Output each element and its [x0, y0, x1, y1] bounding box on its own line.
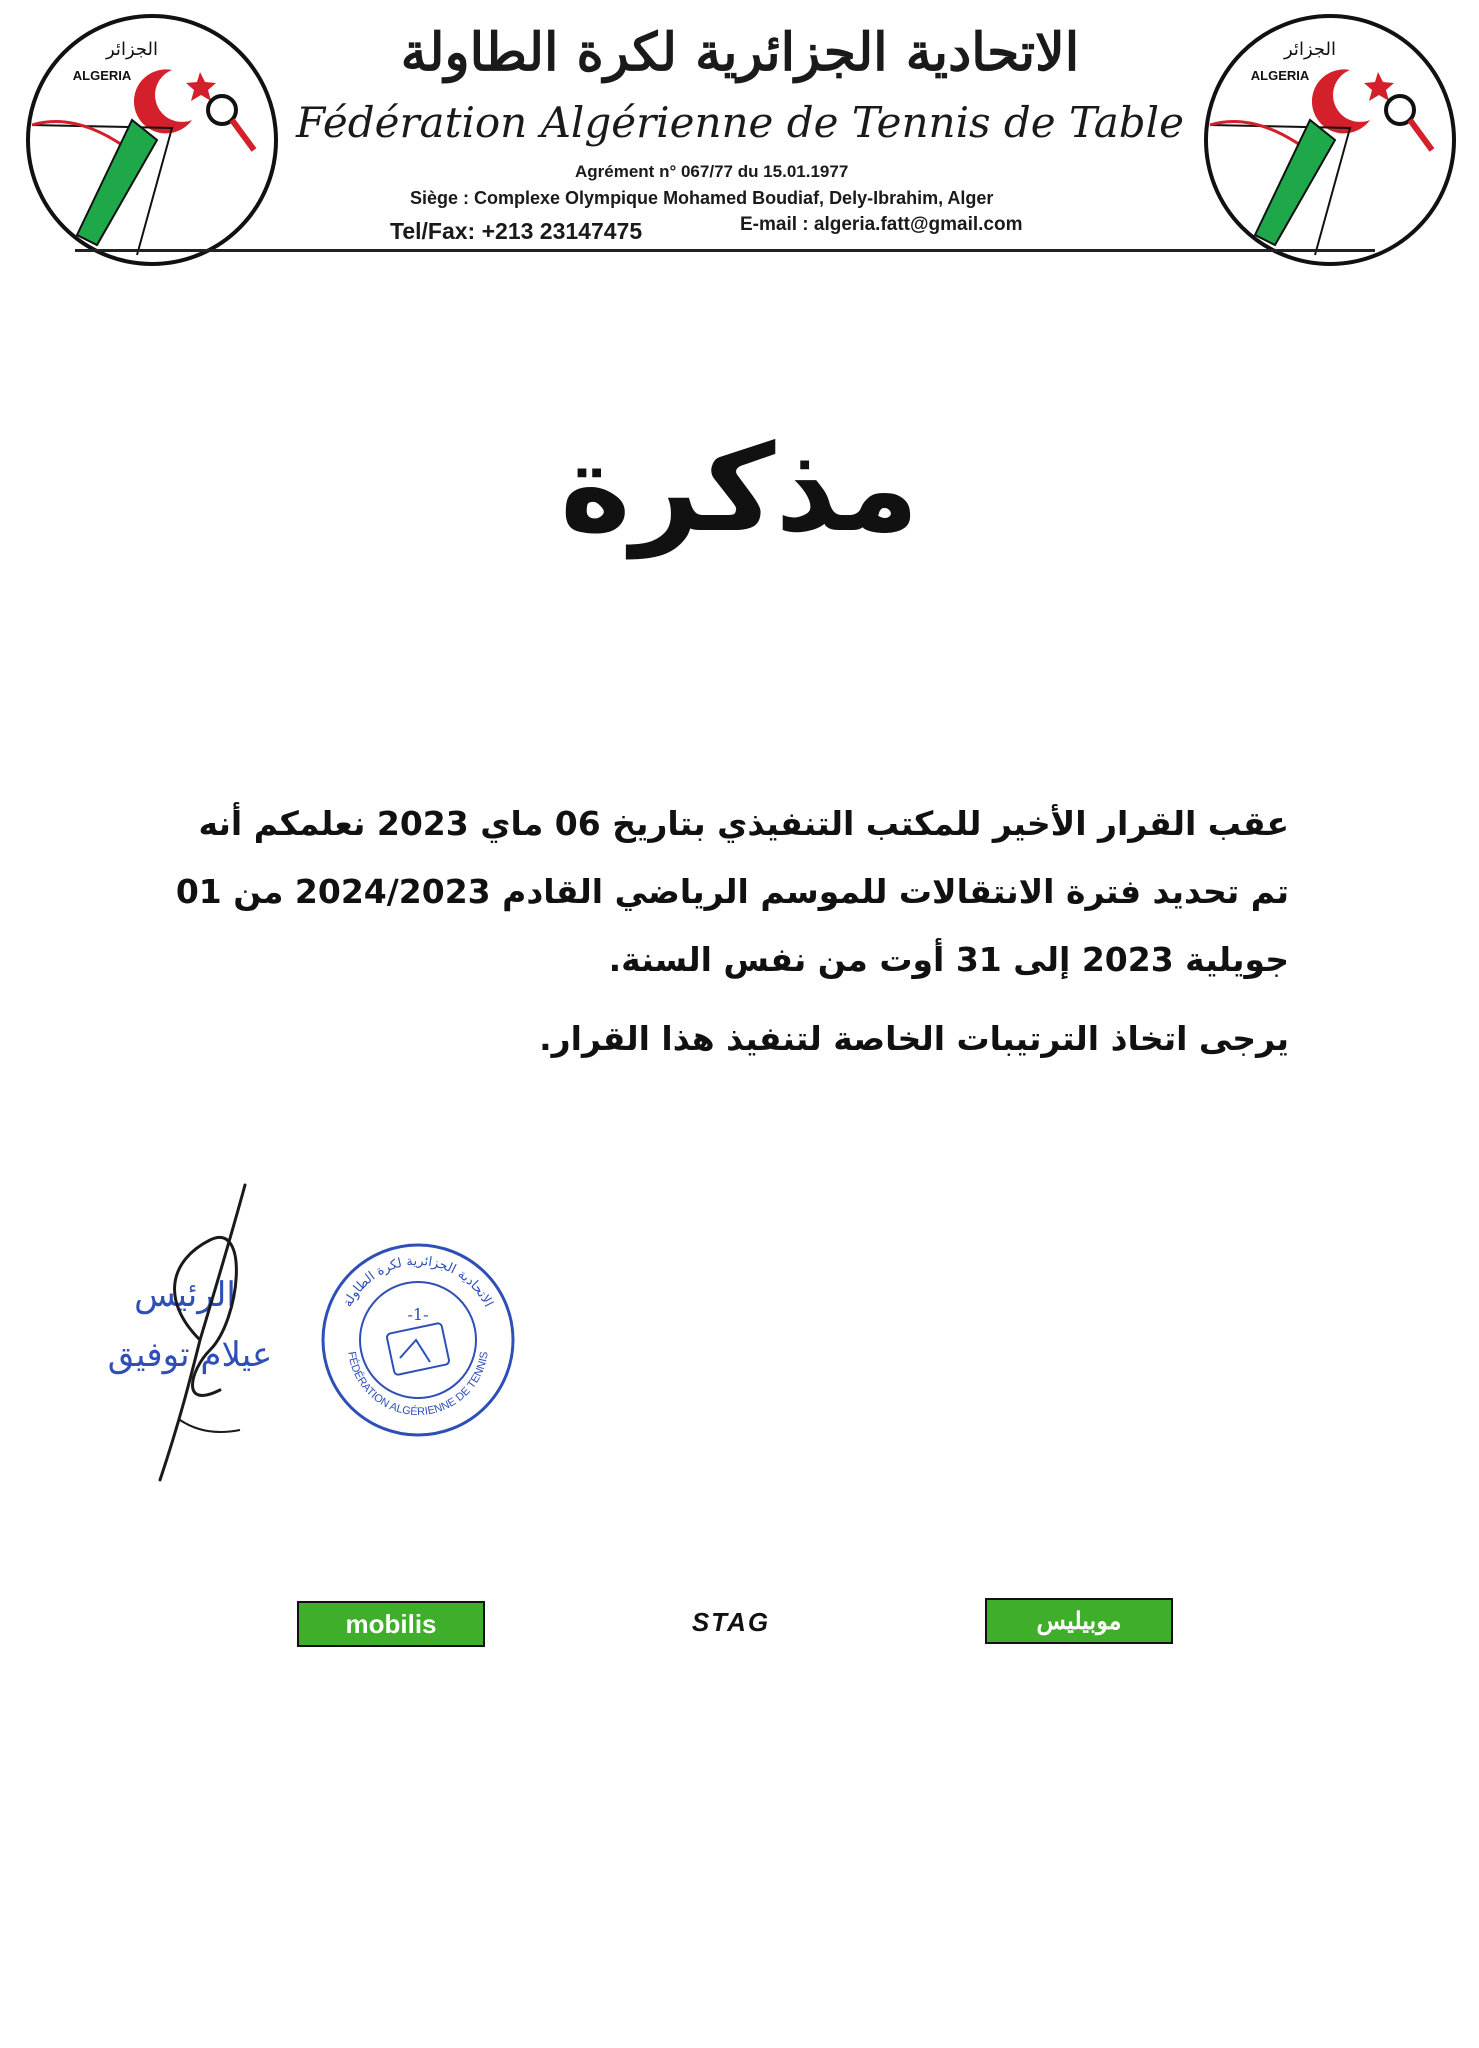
signature-name: عيلام توفيق — [107, 1335, 273, 1375]
svg-text:FÉDÉRATION ALGÉRIENNE DE TENNI — [345, 1351, 490, 1418]
header-divider — [75, 249, 1375, 252]
stamp-number: -1- — [407, 1305, 429, 1324]
signature-role: الرئيس — [134, 1275, 236, 1315]
federation-logo-left — [22, 10, 282, 270]
sponsor-mobilis-arabic-logo: موبيليس — [985, 1598, 1173, 1644]
header-french-title: Fédération Algérienne de Tennis de Table — [296, 98, 1184, 147]
logo-right-latin: ALGERIA — [1250, 68, 1310, 83]
header-siege: Siège : Complexe Olympique Mohamed Boudiaf, Dely-Ibrahim, Alger — [410, 188, 994, 208]
sponsor-stag-logo: STAG — [691, 1606, 771, 1637]
logo-left-arabic: الجزائر — [106, 39, 158, 60]
federation-logo-right — [1200, 10, 1460, 270]
memo-title: مذكرة — [560, 420, 919, 559]
logo-left-latin: ALGERIA — [72, 68, 132, 83]
header-agrement: Agrément n° 067/77 du 15.01.1977 — [575, 162, 849, 181]
sponsor-mobilis-logo: mobilis — [297, 1601, 485, 1647]
body-paragraph-1: عقب القرار الأخير للمكتب التنفيذي بتاريخ 06 ماي 2023 نعلمكم أنه تم تحديد فترة الانتقالات للموسم الرياضي القادم 2024/2023 من 01 جويلية 2023 إلى 31 أوت من نفس السنة. — [175, 804, 1289, 979]
header-arabic-title: الاتحادية الجزائرية لكرة الطاولة — [400, 22, 1080, 83]
handwritten-signature — [120, 1180, 280, 1500]
header-email: E-mail : algeria.fatt@gmail.com — [740, 214, 1023, 235]
federation-stamp — [318, 1240, 518, 1440]
logo-right-arabic: الجزائر — [1284, 39, 1336, 60]
stamp-french-ring: FÉDÉRATION ALGÉRIENNE DE TENNIS — [345, 1350, 491, 1419]
body-paragraph-2: يرجى اتخاذ الترتيبات الخاصة لتنفيذ هذا القرار. — [539, 1019, 1289, 1058]
header-telfax: Tel/Fax: +213 23147475 — [390, 218, 643, 244]
stamp-arabic-ring: الاتحادية الجزائرية لكرة الطاولة — [340, 1253, 496, 1310]
